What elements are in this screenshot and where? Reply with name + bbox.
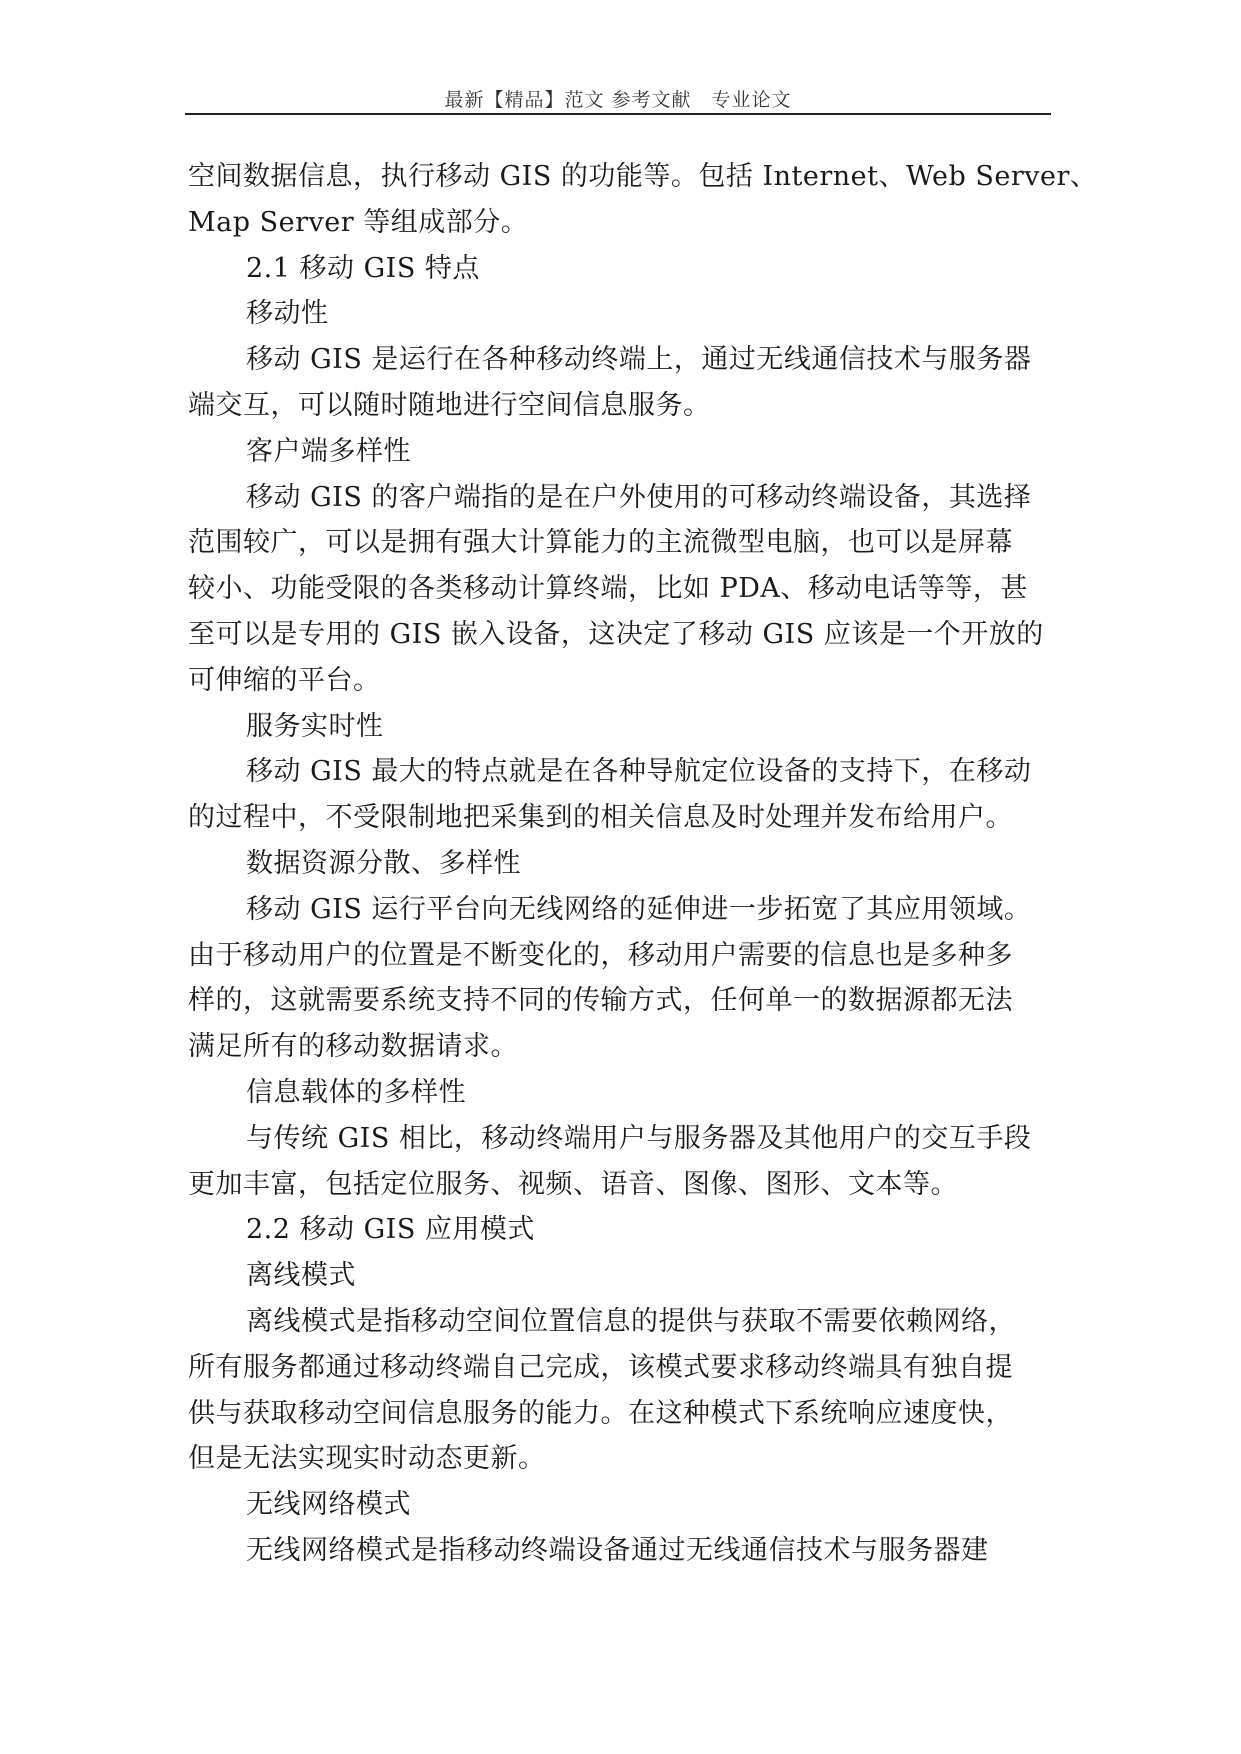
paragraph-first-line: 移动 GIS 的客户端指的是在户外使用的可移动终端设备，其选择	[246, 481, 1032, 513]
paragraph-first-line: 信息载体的多样性	[246, 1076, 466, 1108]
paragraph-first-line: 2.2 移动 GIS 应用模式	[246, 1214, 535, 1246]
paragraph-first-line: 服务实时性	[246, 710, 384, 742]
paragraph-line: 样的，这就需要系统支持不同的传输方式，任何单一的数据源都无法	[188, 985, 1013, 1017]
paragraph-first-line: 2.1 移动 GIS 特点	[246, 252, 480, 284]
page-header: 最新【精品】范文 参考文献 专业论文	[444, 89, 792, 111]
paragraph-line: 较小、功能受限的各类移动计算终端，比如 PDA、移动电话等等，甚	[188, 573, 1028, 605]
paragraph-line: 所有服务都通过移动终端自己完成，该模式要求移动终端具有独自提	[188, 1351, 1013, 1383]
paragraph-line: Map Server 等组成部分。	[188, 206, 529, 238]
paragraph-line: 满足所有的移动数据请求。	[188, 1031, 518, 1063]
paragraph-line: 但是无法实现实时动态更新。	[188, 1443, 546, 1475]
paragraph-line: 端交互，可以随时随地进行空间信息服务。	[188, 389, 711, 421]
paragraph-first-line: 与传统 GIS 相比，移动终端用户与服务器及其他用户的交互手段	[246, 1122, 1032, 1154]
paragraph-line: 范围较广，可以是拥有强大计算能力的主流微型电脑，也可以是屏幕	[188, 527, 1013, 559]
paragraph-line: 空间数据信息，执行移动 GIS 的功能等。包括 Internet、Web Server、	[188, 161, 1098, 192]
paragraph-line: 的过程中，不受限制地把采集到的相关信息及时处理并发布给用户。	[188, 802, 1013, 834]
paragraph-first-line: 数据资源分散、多样性	[246, 847, 521, 879]
paragraph-first-line: 移动 GIS 是运行在各种移动终端上，通过无线通信技术与服务器	[246, 344, 1032, 376]
paragraph-first-line: 移动性	[246, 298, 329, 330]
paragraph-first-line: 离线模式是指移动空间位置信息的提供与获取不需要依赖网络，	[246, 1305, 1016, 1337]
paragraph-first-line: 无线网络模式是指移动终端设备通过无线通信技术与服务器建	[246, 1534, 989, 1566]
paragraph-first-line: 移动 GIS 运行平台向无线网络的延伸进一步拓宽了其应用领域。	[246, 893, 1032, 925]
header-divider	[185, 113, 1051, 115]
paragraph-first-line: 无线网络模式	[246, 1489, 411, 1521]
paragraph-first-line: 移动 GIS 最大的特点就是在各种导航定位设备的支持下，在移动	[246, 756, 1032, 788]
paragraph-line: 至可以是专用的 GIS 嵌入设备，这决定了移动 GIS 应该是一个开放的	[188, 618, 1044, 650]
paragraph-line: 由于移动用户的位置是不断变化的，移动用户需要的信息也是多种多	[188, 939, 1013, 971]
paragraph-line: 更加丰富，包括定位服务、视频、语音、图像、图形、文本等。	[188, 1168, 958, 1200]
paragraph-line: 供与获取移动空间信息服务的能力。在这种模式下系统响应速度快，	[188, 1397, 1013, 1429]
paragraph-line: 可伸缩的平台。	[188, 664, 381, 696]
document-body	[188, 154, 1098, 1574]
paragraph-first-line: 客户端多样性	[246, 435, 411, 467]
paragraph-first-line: 离线模式	[246, 1260, 356, 1292]
